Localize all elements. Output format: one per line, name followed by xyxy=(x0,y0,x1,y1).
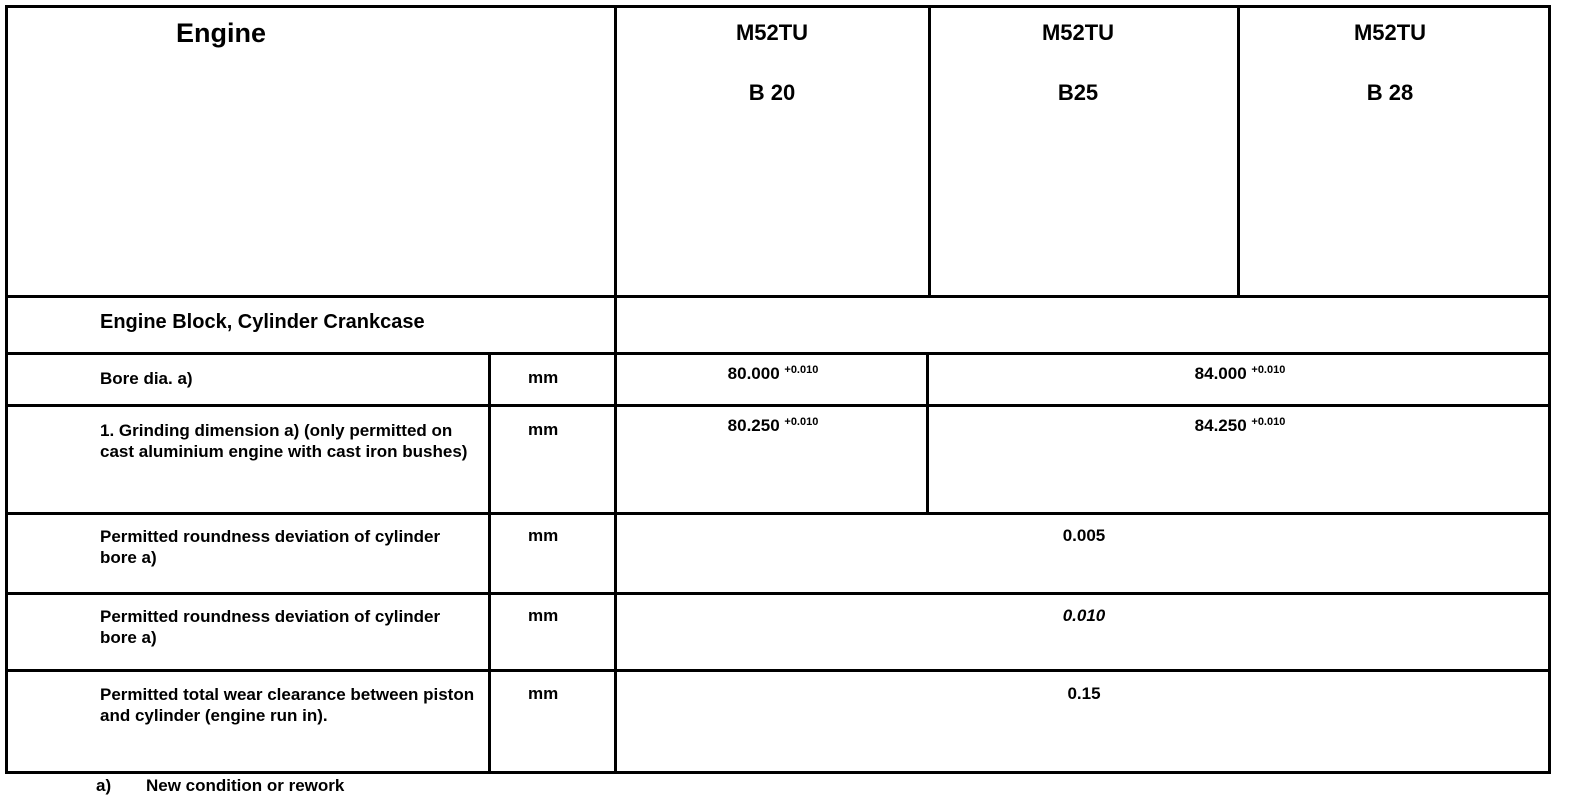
row-value: 0.005 xyxy=(1062,526,1106,545)
table-border-top xyxy=(5,5,1551,8)
section-title: Engine Block, Cylinder Crankcase xyxy=(100,311,425,333)
row-label: 1. Grinding dimension a) (only permitted on cast aluminium engine with cast iron bushes) xyxy=(100,421,468,461)
unit-column-divider xyxy=(488,352,491,774)
engine-header-label: Engine xyxy=(176,18,267,48)
row-value: 80.250 $^{+0.010}$ xyxy=(727,416,819,435)
column-divider xyxy=(928,5,931,295)
engine-model-2: M52TU xyxy=(1041,20,1115,45)
value-column-divider xyxy=(926,352,929,512)
row-label: Permitted roundness deviation of cylinder bore a) xyxy=(100,607,441,647)
footnote-marker: a) xyxy=(96,776,112,795)
row-divider xyxy=(5,512,1551,515)
header-divider xyxy=(5,295,1551,298)
row-unit: mm xyxy=(528,368,559,387)
row-value: 84.000 $^{+0.010}$ xyxy=(1194,364,1286,383)
table-border-left xyxy=(5,5,8,774)
row-value: 0.010 xyxy=(1062,606,1106,625)
engine-model-1: M52TU xyxy=(735,20,809,45)
row-unit: mm xyxy=(528,606,559,625)
row-label: Permitted roundness deviation of cylinder bore a) xyxy=(100,527,441,567)
row-value: 0.15 xyxy=(1067,684,1101,703)
row-divider xyxy=(5,669,1551,672)
table-border-right xyxy=(1548,5,1551,774)
row-label: Permitted total wear clearance between piston and cylinder (engine run in). xyxy=(100,685,475,725)
table-border-bottom xyxy=(5,771,1551,774)
footnote-text: New condition or rework xyxy=(146,776,345,795)
engine-variant-2: B25 xyxy=(1057,80,1099,105)
row-divider xyxy=(5,404,1551,407)
row-unit: mm xyxy=(528,526,559,545)
row-label: Bore dia. a) xyxy=(100,369,193,388)
row-value: 84.250 $^{+0.010}$ xyxy=(1194,416,1286,435)
engine-variant-1: B 20 xyxy=(748,80,796,105)
section-divider xyxy=(5,352,1551,355)
row-divider xyxy=(5,592,1551,595)
row-unit: mm xyxy=(528,684,559,703)
engine-variant-3: B 28 xyxy=(1366,80,1414,105)
row-value: 80.000 $^{+0.010}$ xyxy=(727,364,819,383)
column-divider xyxy=(614,5,617,774)
row-unit: mm xyxy=(528,420,559,439)
engine-model-3: M52TU xyxy=(1353,20,1427,45)
column-divider xyxy=(1237,5,1240,295)
